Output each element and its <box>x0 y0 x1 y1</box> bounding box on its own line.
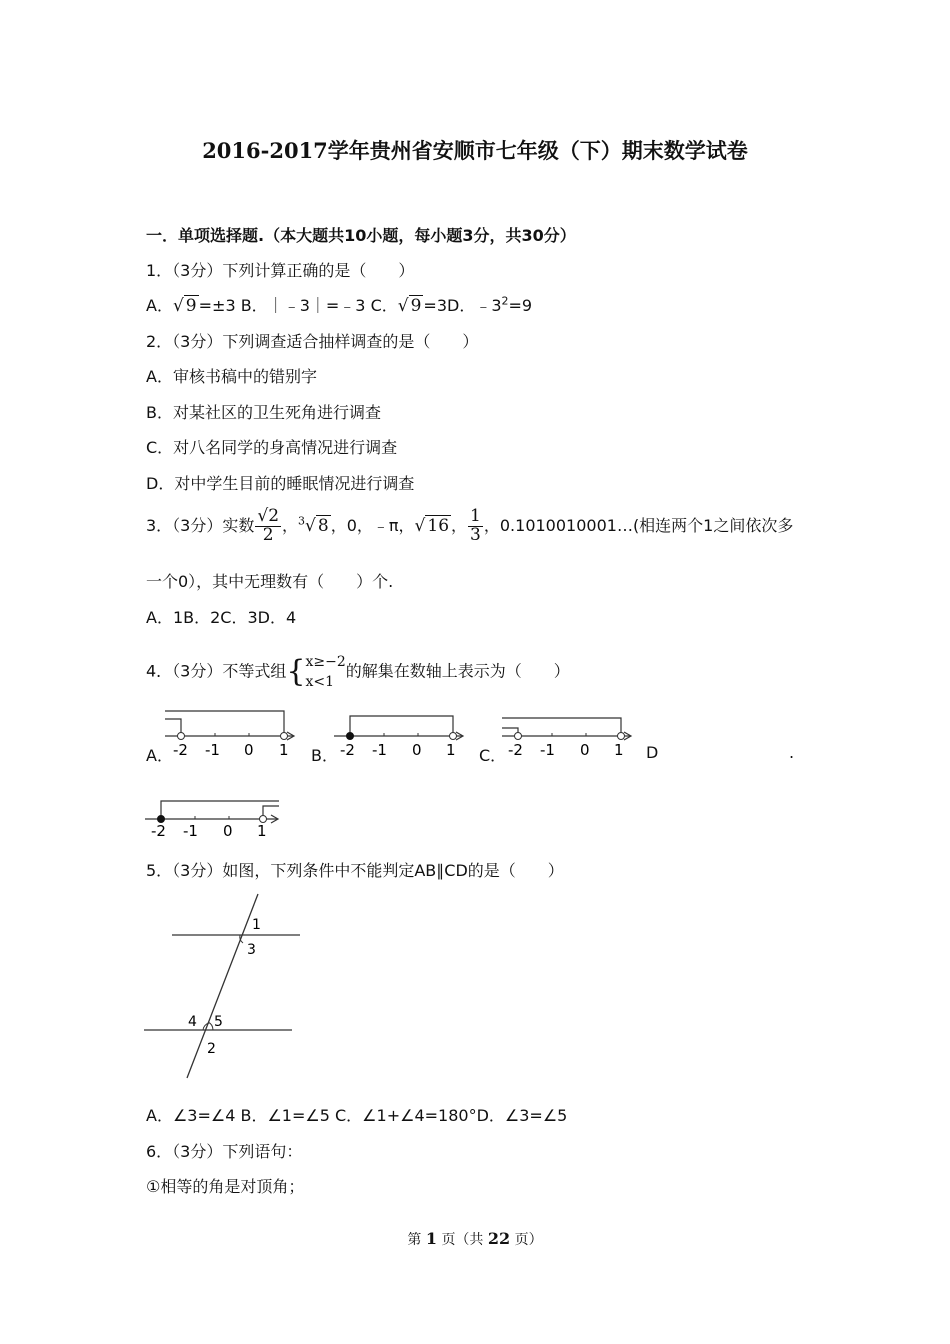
q1-exponent: 2 <box>501 294 509 308</box>
angle-label-1: 1 <box>252 917 261 933</box>
q3-frac1-den: 2 <box>262 524 274 545</box>
q3-frac2-num: 1 <box>470 506 481 526</box>
footer-mid: 页（共 <box>441 1232 484 1248</box>
q1-stem: 1．（3分）下列计算正确的是（ ） <box>146 261 415 280</box>
section-heading: 一．单项选择题.（本大题共10小题，每小题3分，共30分） <box>146 226 576 245</box>
q1-b-expr: ｜﹣3｜=﹣3 <box>267 296 366 315</box>
tick-label: -2 <box>151 822 166 839</box>
q3-frac2-den: 3 <box>470 524 481 545</box>
q5-options: A．∠3=∠4 B．∠1=∠5 C．∠1+∠4=180°D．∠3=∠5 <box>146 1106 568 1125</box>
q3-sqrt: √ 16 <box>414 515 450 536</box>
angle-label-5: 5 <box>214 1014 223 1030</box>
closed-point <box>347 733 354 740</box>
q3-sqrt-radicand: 16 <box>427 515 450 536</box>
q3-prefix: 3．（3分）实数 <box>146 515 255 535</box>
q4-ineq-1: x≥−2 <box>305 654 346 670</box>
tick-label: -1 <box>205 741 220 759</box>
tick-label: -2 <box>508 741 523 759</box>
q4-system <box>305 652 345 692</box>
q2-option-c: C．对八名同学的身高情况进行调查 <box>146 438 398 457</box>
q1-c-label: C． <box>370 296 398 315</box>
q4-label-d: D <box>646 743 659 762</box>
q4-label-dot: . <box>789 743 795 762</box>
open-point <box>515 733 522 740</box>
q2-stem: 2．（3分）下列调查适合抽样调查的是（ ） <box>146 332 479 351</box>
page-footer <box>0 1229 950 1249</box>
angle-label-2: 2 <box>207 1041 216 1057</box>
tick-label: -2 <box>340 741 355 759</box>
footer-pre: 第 <box>407 1232 422 1248</box>
tick-label: -1 <box>540 741 555 759</box>
tick-label: 1 <box>614 741 624 759</box>
q4-stem-prefix: 4．（3分）不等式组 <box>146 661 287 681</box>
q1-sqrt-radicand: 9 <box>185 296 197 316</box>
q4-system-brace: { <box>286 654 306 689</box>
tick-label: 1 <box>279 741 289 759</box>
q3-suffix: ，0.1010010001…(相连两个1之间依次多 <box>483 515 794 535</box>
q1-sqrt-radicand-2: 9 <box>410 296 422 316</box>
q2-option-d: D．对中学生目前的睡眠情况进行调查 <box>146 474 415 493</box>
q6-item-1: ①相等的角是对顶角； <box>146 1177 305 1196</box>
tick-label: -1 <box>372 741 387 759</box>
q3-cube-radicand: 8 <box>317 515 329 536</box>
q1-sqrt: √ 9 <box>172 296 197 316</box>
q4-numberline-c <box>500 705 640 759</box>
q1-sqrt-2: √ 9 <box>397 296 422 316</box>
q1-options <box>146 293 532 316</box>
q4-ineq-2: x<1 <box>305 674 335 690</box>
range <box>350 716 453 736</box>
q4-numberline-b <box>332 705 472 759</box>
q4-numberline-d <box>143 795 285 839</box>
page-title: 2016-2017学年贵州省安顺市七年级（下）期末数学试卷 <box>202 138 748 163</box>
footer-page-number: 1 <box>425 1229 437 1248</box>
q4-label-b: B． <box>311 746 338 765</box>
q3-fraction-1 <box>255 508 281 545</box>
open-point <box>178 733 185 740</box>
q4-label-a: A． <box>146 746 173 765</box>
footer-post: 页） <box>514 1232 543 1248</box>
q1-d-rest: =9 <box>508 296 533 315</box>
q3-frac1-num: √2 <box>257 506 280 526</box>
q3-stem: 3．（3分）实数 $\frac{√2}{2}$ ，$^3$√ 8 ，0，﹣π，√ 16 ， $\frac{1}{3}$ ，0.1010010001…(相连两个1之间依次多 <box>146 506 794 545</box>
q5-figure <box>140 890 305 1085</box>
q3-cube-root: $^3$√ 8 <box>298 514 329 536</box>
q4-stem-suffix: 的解集在数轴上表示为（ ） <box>345 661 570 681</box>
q3-mid: ，0，﹣π， <box>330 515 415 535</box>
q3-fraction-2 <box>468 508 483 545</box>
tick-label: 0 <box>580 741 590 759</box>
q4-numberline-a <box>163 705 303 759</box>
q4-label-c: C． <box>479 746 507 765</box>
range-right <box>165 711 284 736</box>
transversal <box>187 894 258 1078</box>
open-point <box>281 733 288 740</box>
tick-label: 0 <box>223 822 233 839</box>
tick-label: 0 <box>412 741 422 759</box>
open-point <box>618 733 625 740</box>
q6-stem: 6．（3分）下列语句： <box>146 1142 303 1161</box>
q1-c-rest: =3D．﹣3 <box>423 296 502 315</box>
tick-label: 1 <box>446 741 456 759</box>
q3-line2: 一个0），其中无理数有（ ）个. <box>146 572 394 591</box>
q5-stem: 5．（3分）如图，下列条件中不能判定AB∥CD的是（ ） <box>146 861 564 880</box>
angle-label-4: 4 <box>188 1014 197 1030</box>
q2-option-b: B．对某社区的卫生死角进行调查 <box>146 403 381 422</box>
q2-option-a: A．审核书稿中的错别字 <box>146 367 317 386</box>
tick-label: 1 <box>257 822 267 839</box>
q3-options: A．1B．2C．3D．4 <box>146 608 297 627</box>
tick-label: -1 <box>183 822 198 839</box>
open-point <box>450 733 457 740</box>
q1-a-rest: =±3 B． <box>198 296 268 315</box>
tick-label: 0 <box>244 741 254 759</box>
q1-a-label: A． <box>146 296 173 315</box>
tick-label: -2 <box>173 741 188 759</box>
footer-total-pages: 22 <box>487 1229 511 1248</box>
q4-stem <box>146 652 570 692</box>
q3-cube-index: 3 <box>298 514 306 528</box>
angle-label-3: 3 <box>247 942 256 958</box>
